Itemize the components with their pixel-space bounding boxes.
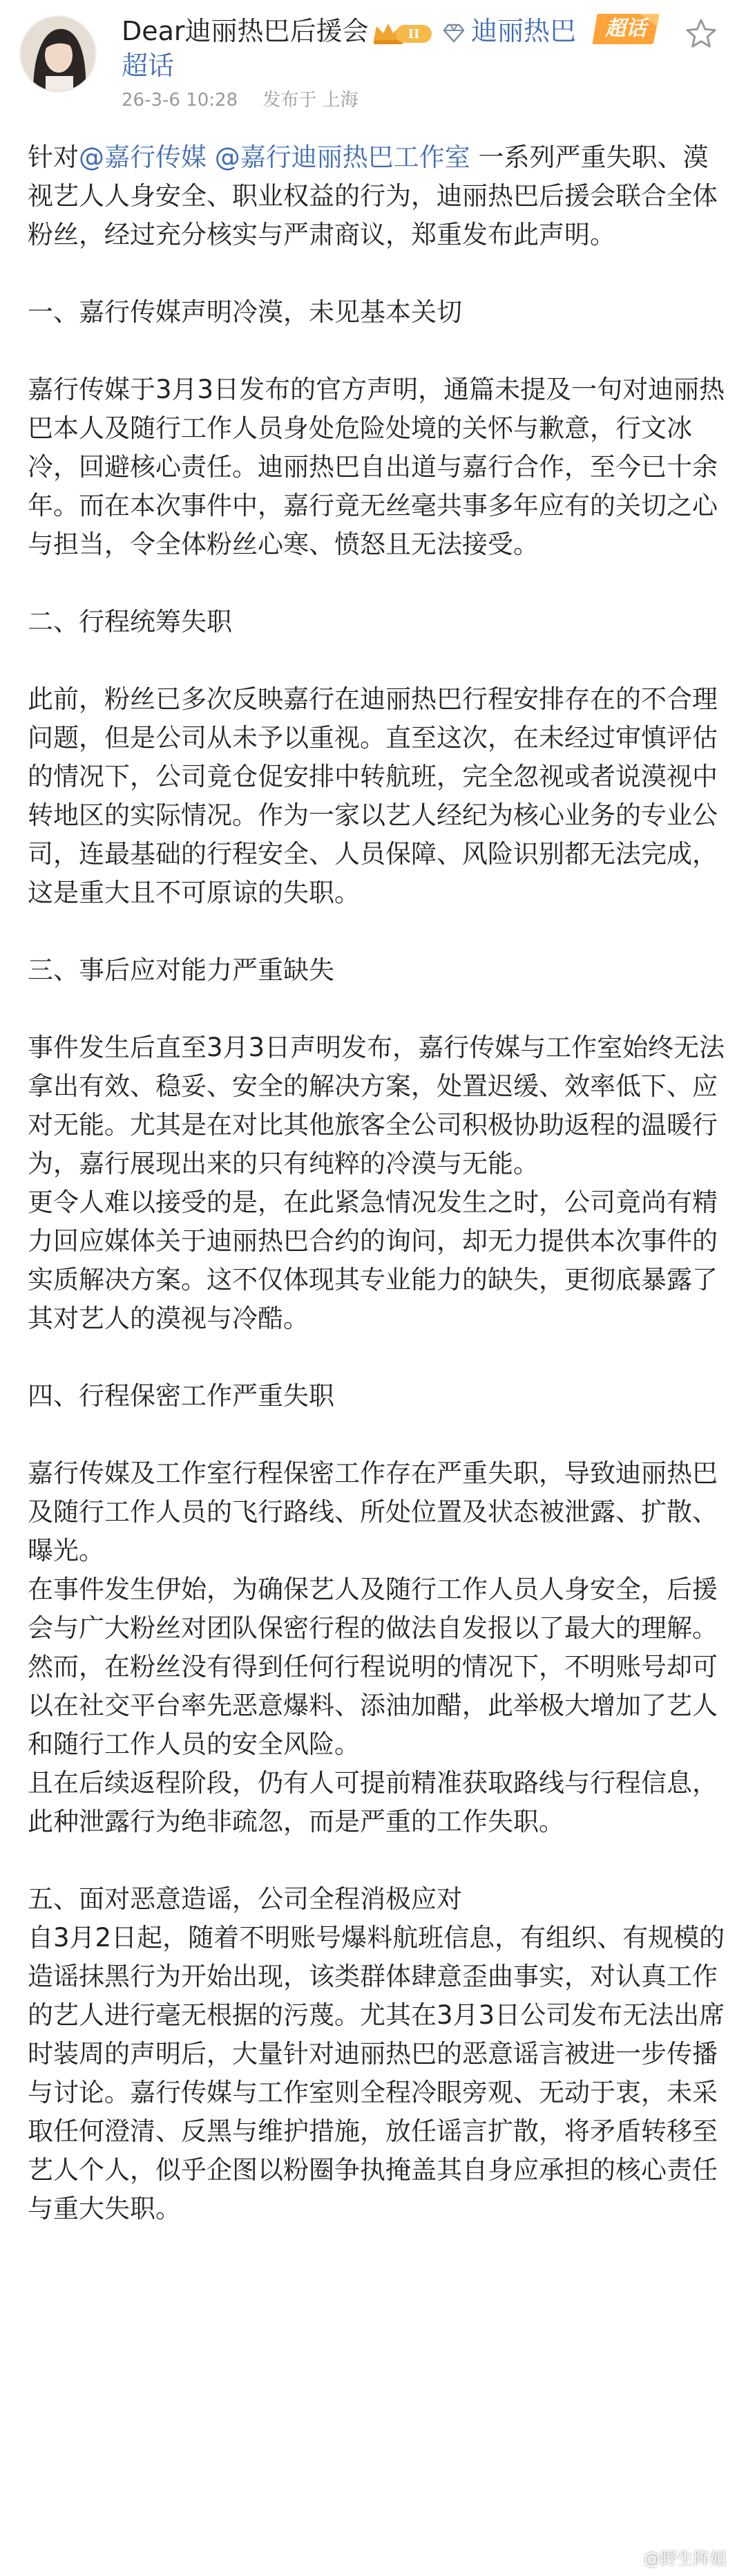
post-content xyxy=(28,138,725,2228)
chaohua-badge-label: 超话 xyxy=(605,17,647,41)
section-3-body-1: 事件发生后直至3月3日声明发布，嘉行传媒与工作室始终无法拿出有效、稳妥、安全的解决方案，处置迟缓、效率低下、应对无能。尤其是在对比其他旅客全公司积极协助返程的温暖行为，嘉行展现出来的只有纯粹的冷漠与无能。 xyxy=(28,1033,725,1178)
section-1-body: 嘉行传媒于3月3日发布的官方声明，通篇未提及一句对迪丽热巴本人及随行工作人员身处危险处境的关怀与歉意，行文冰冷，回避核心责任。迪丽热巴自出道与嘉行合作，至今已十余年。而在本次事件中，嘉行竟无丝毫共事多年应有的关切之心与担当，令全体粉丝心寒、愤怒且无法接受。 xyxy=(28,375,725,559)
section-5-body: 自3月2日起，随着不明账号爆料航班信息，有组织、有规模的造谣抹黑行为开始出现，该类群体肆意歪曲事实，对认真工作的艺人进行毫无根据的污蔑。尤其在3月3日公司发布无法出席时装周的声明后，大量针对迪丽热巴的恶意谣言被进一步传播与讨论。嘉行传媒与工作室则全程冷眼旁观、无动于衷，未采取任何澄清、反黑与维护措施，放任谣言扩散，将矛盾转移至艺人个人，似乎企图以粉圈争执掩盖其自身应承担的核心责任与重大失职。 xyxy=(28,1923,725,2224)
avatar-image xyxy=(21,17,95,91)
vip-level: II xyxy=(408,27,420,41)
location: 发布于 上海 xyxy=(262,90,358,111)
intro-paragraph xyxy=(28,138,725,254)
intro-text: 一系列严重失职、漠视艺人人身安全、职业权益的行为，迪丽热巴后援会联合全体粉丝，经过充分核实与严肃商议，郑重发布此声明。 xyxy=(28,142,718,250)
post-meta xyxy=(122,88,378,113)
section-4-body-2: 在事件发生伊始，为确保艺人及随行工作人员人身安全，后援会与广大粉丝对团队保密行程的做法自发报以了最大的理解。然而，在粉丝没有得到任何行程说明的情况下，不明账号却可以在社交平台率先恶意爆料、添油加醋，此举极大增加了艺人和随行工作人员的安全风险。 xyxy=(28,1574,718,1759)
section-4-body-3: 且在后续返程阶段，仍有人可提前精准获取路线与行程信息，此种泄露行为绝非疏忽，而是严重的工作失职。 xyxy=(28,1768,718,1836)
section-4-title: 四、行程保密工作严重失职 xyxy=(28,1381,334,1411)
star-icon[interactable] xyxy=(684,17,718,51)
watermark xyxy=(619,2541,727,2572)
section-4-body-1: 嘉行传媒及工作室行程保密工作存在严重失职，导致迪丽热巴及随行工作人员的飞行路线、所处位置及状态被泄露、扩散、曝光。 xyxy=(28,1458,718,1566)
section-2-body: 此前，粉丝已多次反映嘉行在迪丽热巴行程安排存在的不合理问题，但是公司从未予以重视。直至这次，在未经过审慎评估的情况下，公司竟仓促安排中转航班，完全忽视或者说漠视中转地区的实际情况。作为一家以艺人经纪为核心业务的专业公司，连最基础的行程安全、人员保障、风险识别都无法完成，这是重大且不可原谅的失职。 xyxy=(28,684,718,908)
topic-link[interactable]: 迪丽热巴 xyxy=(471,16,577,46)
weibo-logo-icon xyxy=(619,2548,640,2566)
mention-studio[interactable]: @嘉行迪丽热巴工作室 xyxy=(214,142,470,172)
section-1-title: 一、嘉行传媒声明冷漠，未见基本关切 xyxy=(28,297,462,327)
mention-jiaxing[interactable]: @嘉行传媒 xyxy=(79,142,207,172)
section-3-title: 三、事后应对能力严重缺失 xyxy=(28,955,334,985)
chaohua-badge[interactable] xyxy=(591,11,660,47)
vip-crown-icon xyxy=(371,19,434,47)
post-header xyxy=(0,0,746,128)
author-name[interactable]: Dear迪丽热巴后援会 xyxy=(122,16,369,46)
section-5-title: 五、面对恶意造谣，公司全程消极应对 xyxy=(28,1884,462,1914)
section-3-body-2: 更令人难以接受的是，在此紧急情况发生之时，公司竟尚有精力回应媒体关于迪丽热巴合约的询问，却无力提供本次事件的实质解决方案。这不仅体现其专业能力的缺失，更彻底暴露了其对艺人的漠视与冷酷。 xyxy=(28,1187,718,1333)
section-2-title: 二、行程统筹失职 xyxy=(28,607,232,637)
intro-prefix: 针对 xyxy=(28,142,79,172)
topic-link-suffix[interactable]: 超话 xyxy=(122,50,175,81)
diamond-icon xyxy=(442,21,466,44)
timestamp: 26-3-6 10:28 xyxy=(122,90,238,111)
watermark-text: @野生阵姐 xyxy=(644,2548,727,2568)
avatar[interactable] xyxy=(19,15,97,93)
